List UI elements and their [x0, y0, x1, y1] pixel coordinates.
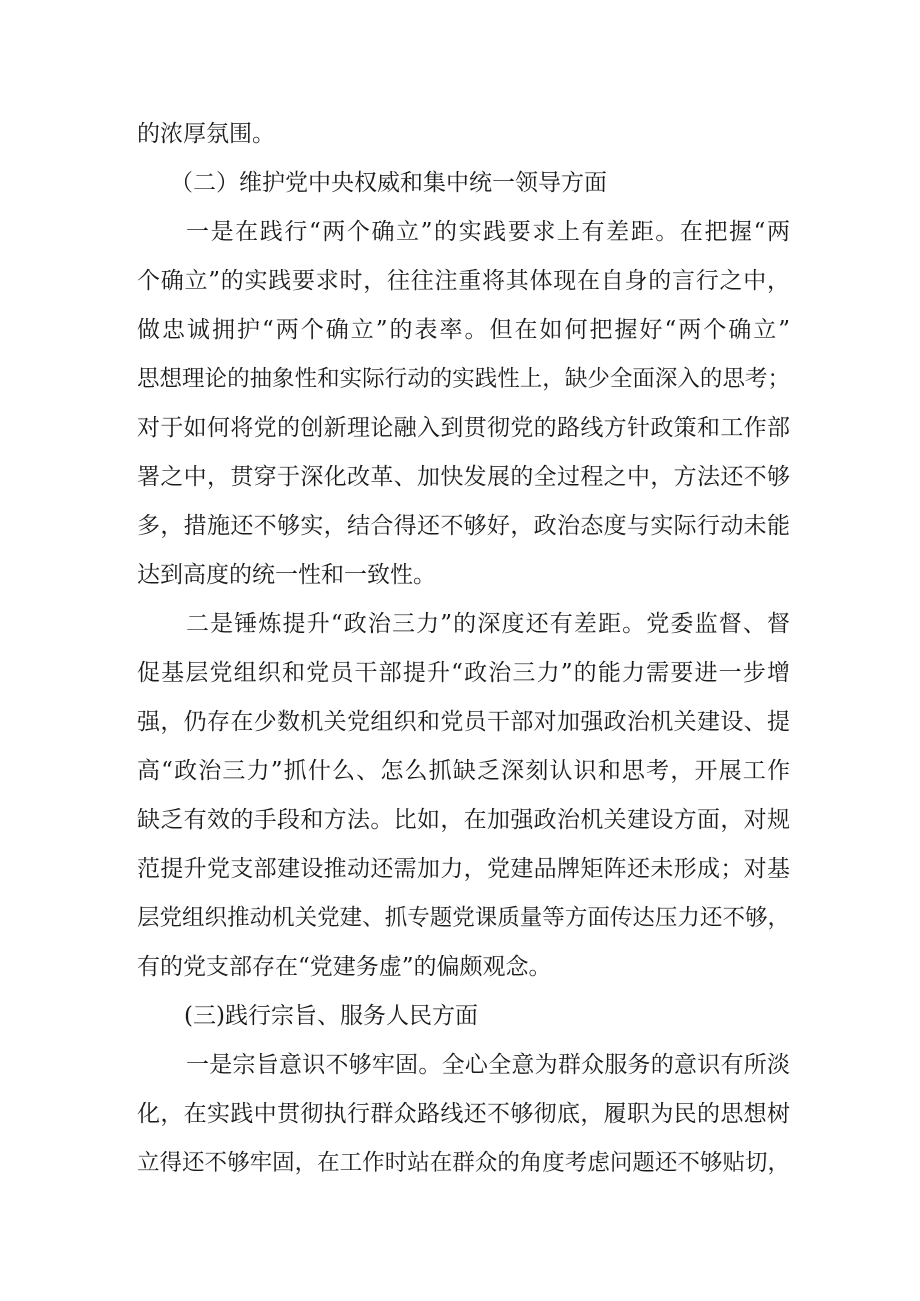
text-line: 促基层党组织和党员干部提升“政治三力”的能力需要进一步增 — [137, 660, 790, 686]
text-line: 思想理论的抽象性和实际行动的实践性上，缺少全面深入的思考； — [137, 366, 790, 392]
text-line: 二是锤炼提升“政治三力”的深度还有差距。党委监督、督 — [186, 611, 790, 637]
text-line: 多，措施还不够实，结合得还不够好，政治态度与实际行动未能 — [137, 513, 790, 539]
text-line: 一是宗旨意识不够牢固。全心全意为群众服务的意识有所淡 — [186, 1052, 790, 1078]
text-line: 高“政治三力”抓什么、怎么抓缺乏深刻认识和思考，开展工作 — [137, 758, 790, 784]
text-line: 有的党支部存在“党建务虚”的偏颇观念。 — [137, 954, 552, 980]
text-line: 立得还不够牢固，在工作时站在群众的角度考虑问题还不够贴切， — [137, 1150, 790, 1176]
text-line: 缺乏有效的手段和方法。比如，在加强政治机关建设方面，对规 — [137, 807, 790, 833]
text-line: 层党组织推动机关党建、抓专题党课质量等方面传达压力还不够， — [137, 905, 790, 931]
text-line: 达到高度的统一性和一致性。 — [137, 562, 436, 588]
text-line: 一是在践行“两个确立”的实践要求上有差距。在把握“两 — [186, 219, 790, 245]
text-line: 署之中，贯穿于深化改革、加快发展的全过程之中，方法还不够 — [137, 464, 790, 490]
text-line: 范提升党支部建设推动还需加力，党建品牌矩阵还未形成；对基 — [137, 856, 790, 882]
text-line: 的浓厚氛围。 — [137, 121, 275, 147]
section-heading-2: （二）维护党中央权威和集中统一领导方面 — [170, 170, 607, 196]
text-line: 个确立”的实践要求时，往往注重将其体现在自身的言行之中， — [137, 268, 790, 294]
text-line: 做忠诚拥护“两个确立”的表率。但在如何把握好“两个确立” — [137, 317, 790, 343]
text-line: 化，在实践中贯彻执行群众路线还不够彻底，履职为民的思想树 — [137, 1101, 790, 1127]
text-line: 对于如何将党的创新理论融入到贯彻党的路线方针政策和工作部 — [137, 415, 790, 441]
section-heading-3: (三)践行宗旨、服务人民方面 — [184, 1003, 478, 1029]
text-line: 强，仍存在少数机关党组织和党员干部对加强政治机关建设、提 — [137, 709, 790, 735]
